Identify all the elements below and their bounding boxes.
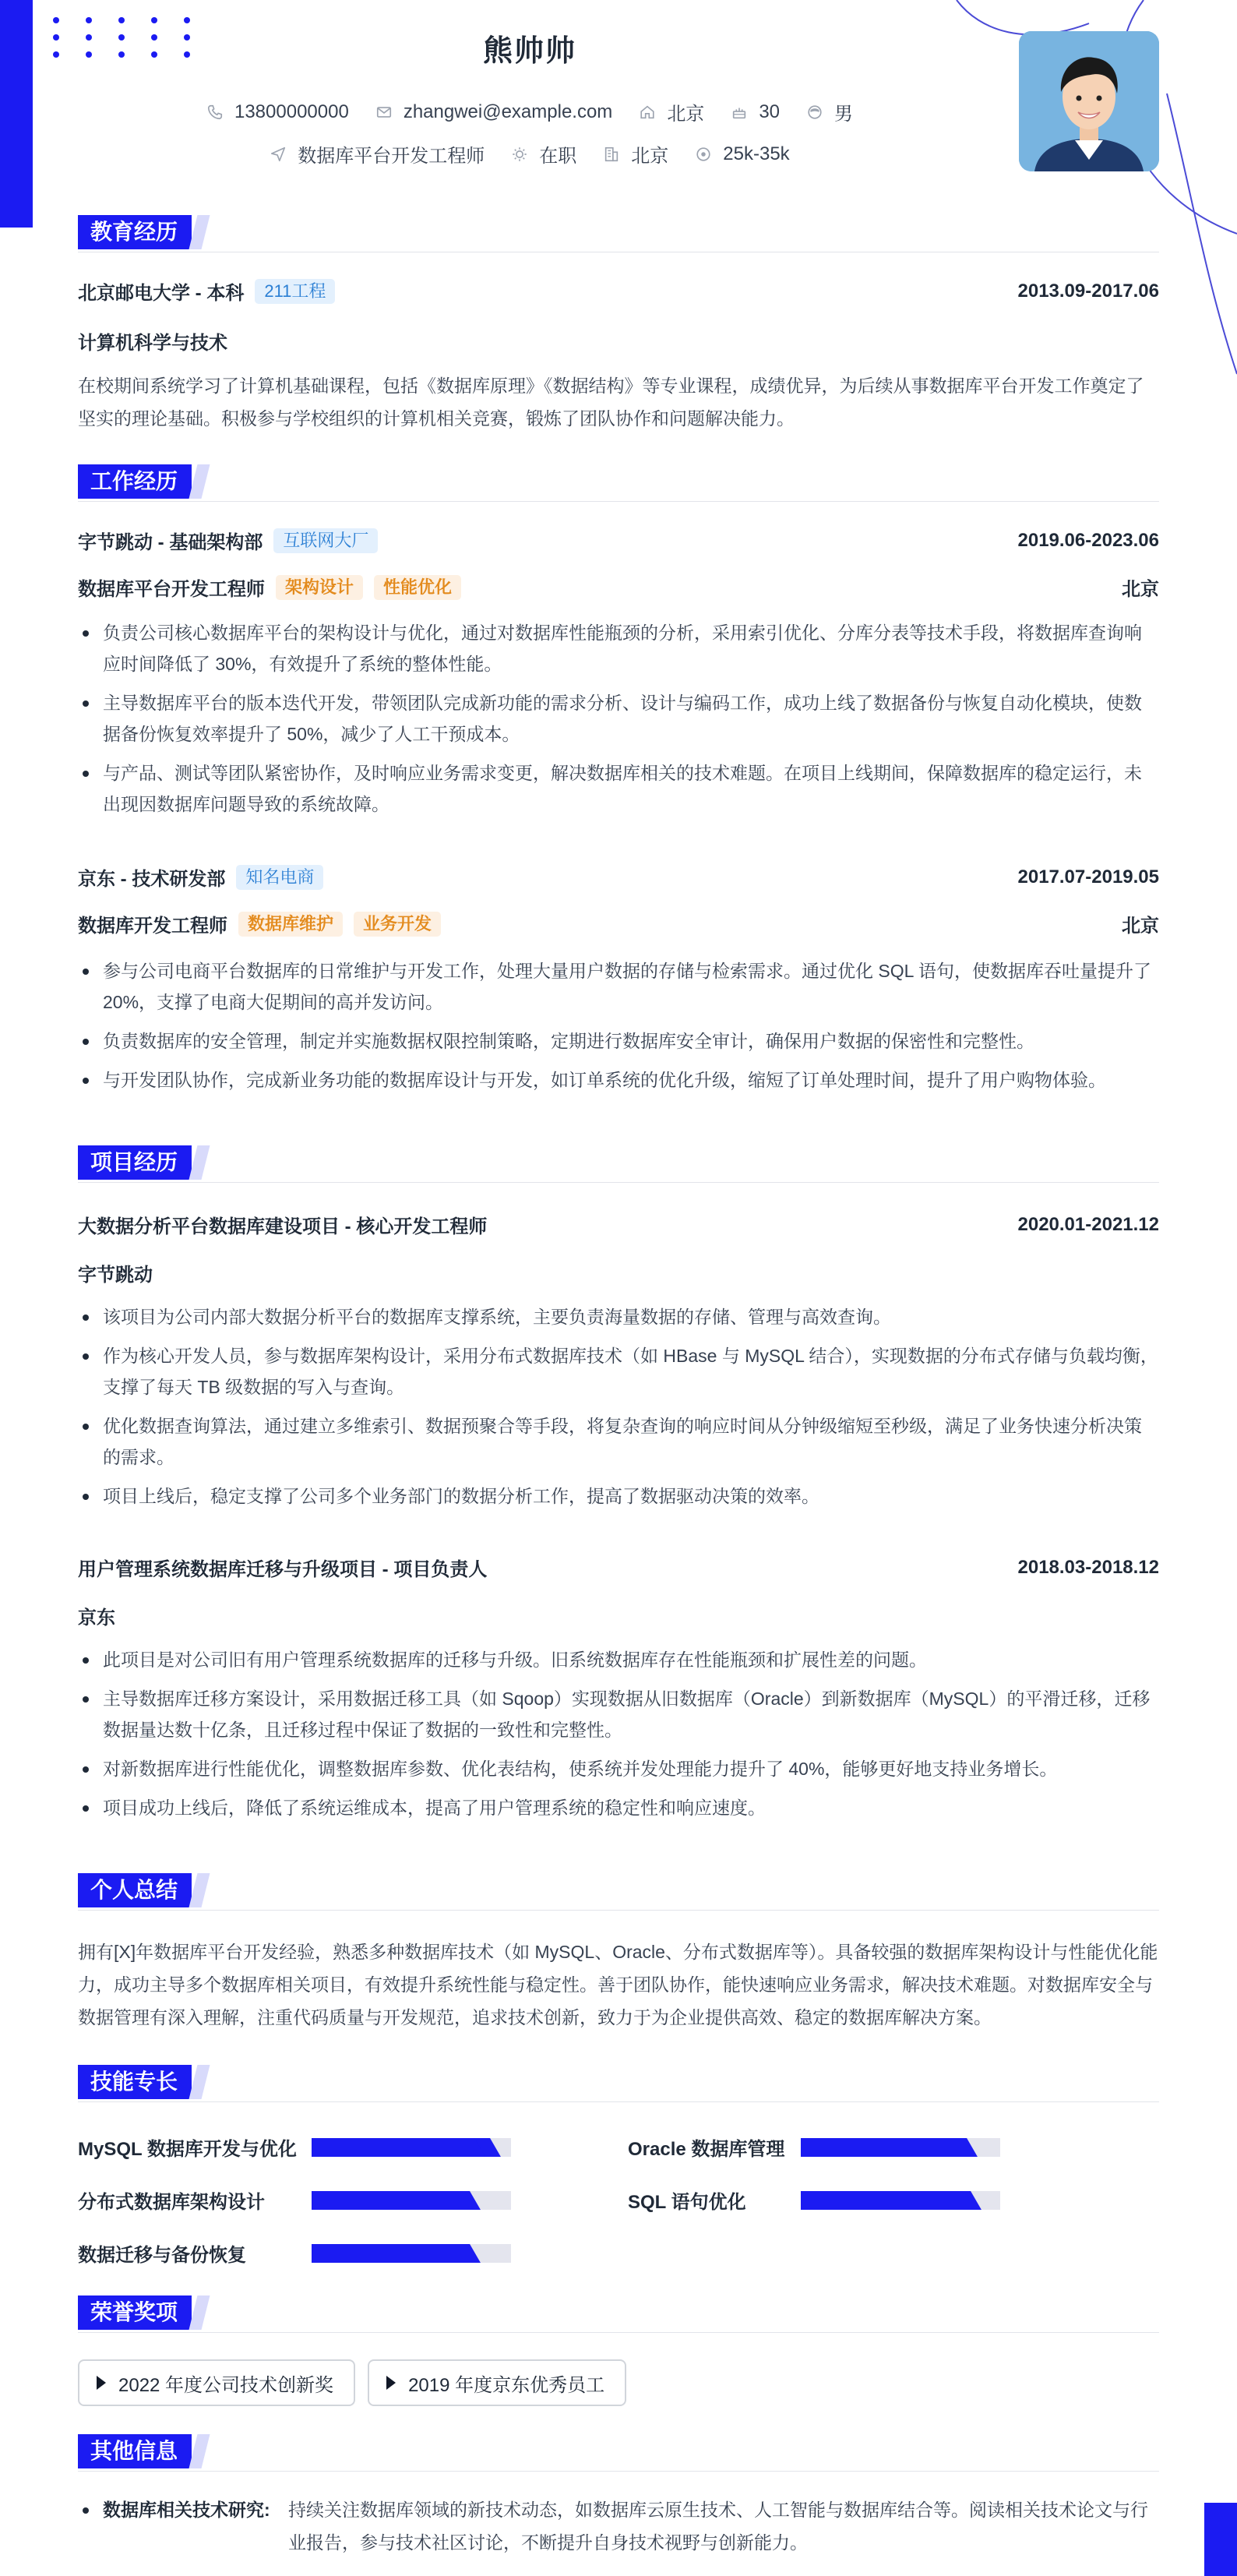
job-status-text: 在职 [539, 146, 577, 167]
title-tail-decoration [189, 1145, 210, 1180]
project-header-row [78, 1211, 1159, 1238]
education-row [78, 277, 1159, 305]
company-tag: 互联网大厂 [273, 528, 378, 553]
skill-name: MySQL 数据库开发与优化 [78, 2139, 297, 2160]
other-info-value: 持续关注数据库领域的新技术动态，如数据库云原生技术、人工智能与数据库结合等。阅读相关技术论文与行业报告，参与技术社区讨论，不断提升自身技术视野与创新能力。 [288, 2500, 1148, 2553]
status-icon [511, 146, 528, 163]
phone-icon [206, 104, 224, 121]
job-header-row [78, 527, 1159, 554]
building-icon [603, 146, 620, 163]
list-item: 该项目为公司内部大数据分析平台的数据库支撑系统，主要负责海量数据的存储、管理与高效查询。 [78, 1301, 1159, 1332]
list-item: 对新数据库进行性能优化，调整数据库参数、优化表结构，使系统并发处理能力提升了 40%，能够更好地支持业务增长。 [78, 1753, 1159, 1784]
title-tail-decoration [189, 2295, 210, 2330]
skill-bar [801, 2191, 1000, 2210]
skill-name: Oracle 数据库管理 [628, 2139, 785, 2160]
target-city-text: 北京 [631, 146, 669, 167]
skill-bar-fill [801, 2191, 968, 2210]
email-text: zhangwei@example.com [403, 101, 613, 122]
section-divider [78, 2471, 1159, 2472]
salary-icon [695, 146, 712, 163]
candidate-name: 熊帅帅 [482, 35, 576, 68]
gender-text: 男 [834, 104, 854, 125]
job-city: 北京 [1122, 916, 1159, 937]
job-bullets [78, 617, 1159, 827]
project-name: 大数据分析平台数据库建设项目 - 核心开发工程师 [78, 1216, 488, 1237]
section-other [78, 2434, 1159, 2472]
right-accent-bar [1204, 2503, 1237, 2576]
role-tag: 性能优化 [374, 575, 461, 600]
section-projects-label: 项目经历 [78, 1145, 192, 1180]
phone-item [206, 101, 349, 123]
list-item: 负责数据库的安全管理，制定并实施数据权限控制策略，定期进行数据库安全审计，确保用户数据的保密性和完整性。 [78, 1025, 1159, 1057]
project-period: 2020.01-2021.12 [1017, 1213, 1159, 1235]
salary-text: 25k-35k [723, 143, 790, 164]
play-triangle-icon [386, 2376, 396, 2390]
skill-bar [312, 2191, 511, 2210]
skill-item [78, 2239, 511, 2267]
project-name: 用户管理系统数据库迁移与升级项目 - 项目负责人 [78, 1559, 488, 1580]
project-org: 京东 [78, 1607, 115, 1629]
target-role-item [270, 140, 485, 168]
skill-bar-fill [312, 2138, 488, 2157]
city-item [639, 98, 704, 125]
home-icon [639, 104, 656, 121]
phone-text: 13800000000 [234, 101, 349, 122]
list-item: 与产品、测试等团队紧密协作，及时响应业务需求变更，解决数据库相关的技术难题。在项目上线期间，保障数据库的稳定运行，未出现因数据库问题导致的系统故障。 [78, 757, 1159, 820]
school-tag: 211工程 [255, 279, 335, 304]
school-name: 北京邮电大学 - 本科 [78, 283, 245, 304]
skill-item [628, 2133, 1000, 2161]
project-bullets [78, 1644, 1159, 1831]
list-item: 负责公司核心数据库平台的架构设计与优化，通过对数据库性能瓶颈的分析，采用索引优化、分库分表等技术手段，将数据库查询响应时间降低了 30%，有效提升了系统的整体性能。 [78, 617, 1159, 679]
job-role: 数据库开发工程师 [78, 916, 227, 937]
job-period: 2019.06-2023.06 [1017, 529, 1159, 551]
skill-bar [312, 2244, 511, 2263]
project-org: 字节跳动 [78, 1265, 153, 1286]
gender-icon [806, 104, 823, 121]
city-text: 北京 [667, 104, 705, 125]
avatar-photo [1019, 31, 1159, 171]
job-period: 2017.07-2019.05 [1017, 866, 1159, 887]
title-tail-decoration [189, 215, 210, 249]
job-bullets [78, 955, 1159, 1103]
skill-bar-fill [801, 2138, 964, 2157]
award-text: 2022 年度公司技术创新奖 [118, 2374, 334, 2396]
summary-text: 拥有[X]年数据库平台开发经验，熟悉多种数据库技术（如 MySQL、Oracle、分布式数据库等）。具备较强的数据库架构设计与性能优化能力，成功主导多个数据库相关项目，有效提升系统性能与稳定性。善于团队协作，能快速响应业务需求，解决技术难题。对数据库安全与数据管理有深入理解，注重代码质量与开发规范，追求技术创新，致力于为企业提供高效、稳定的数据库解决方案。 [78, 1942, 1158, 2027]
contact-row [0, 98, 1059, 125]
send-icon [270, 146, 287, 163]
salary-item [695, 143, 789, 165]
target-role-text: 数据库平台开发工程师 [298, 146, 485, 167]
section-education [78, 215, 1159, 252]
skill-item [78, 2186, 511, 2214]
section-education-label: 教育经历 [78, 215, 192, 249]
list-item: 优化数据查询算法，通过建立多维索引、数据预聚合等手段，将复杂查询的响应时间从分钟级缩短至秒级，满足了业务快速分析决策的需求。 [78, 1410, 1159, 1473]
role-block [78, 573, 461, 601]
target-city-item [603, 140, 668, 168]
list-item: 项目成功上线后，降低了系统运维成本，提高了用户管理系统的稳定性和响应速度。 [78, 1792, 1159, 1823]
list-item: 主导数据库迁移方案设计，采用数据迁移工具（如 Sqoop）实现数据从旧数据库（Oracle）到新数据库（MySQL）的平滑迁移，迁移数据量达数十亿条，且迁移过程中保证了数据的一致性和完整性。 [78, 1683, 1159, 1745]
section-divider [78, 2101, 1159, 2102]
title-tail-decoration [189, 2065, 210, 2099]
section-divider [78, 501, 1159, 502]
mail-icon [375, 104, 393, 121]
job-city: 北京 [1122, 579, 1159, 600]
section-summary-label: 个人总结 [78, 1873, 192, 1907]
section-other-label: 其他信息 [78, 2434, 192, 2468]
job-intent-row [0, 140, 1059, 168]
project-bullets [78, 1301, 1159, 1519]
section-awards [78, 2295, 1159, 2333]
job-header-row [78, 863, 1159, 891]
title-tail-decoration [189, 2434, 210, 2468]
other-info-item [78, 2493, 1159, 2559]
section-skills-label: 技能专长 [78, 2065, 192, 2099]
list-item: 参与公司电商平台数据库的日常维护与开发工作，处理大量用户数据的存储与检索需求。通过优化 SQL 语句，使数据库吞吐量提升了 20%，支撑了电商大促期间的高并发访问。 [78, 955, 1159, 1018]
section-summary [78, 1873, 1159, 1911]
gender-item [806, 98, 853, 125]
role-tag: 架构设计 [276, 575, 363, 600]
email-item [375, 101, 613, 123]
skill-name: 分布式数据库架构设计 [78, 2192, 265, 2213]
section-awards-label: 荣誉奖项 [78, 2295, 192, 2330]
section-work [78, 464, 1159, 502]
bullet-dot [83, 2507, 89, 2514]
job-role-row [78, 573, 1159, 601]
list-item: 项目上线后，稳定支撑了公司多个业务部门的数据分析工作，提高了数据驱动决策的效率。 [78, 1480, 1159, 1512]
age-item [731, 101, 780, 123]
role-block [78, 910, 441, 937]
education-description: 在校期间系统学习了计算机基础课程，包括《数据库原理》《数据结构》等专业课程，成绩优异，为后续从事数据库平台开发工作奠定了坚实的理论基础。积极参与学校组织的计算机相关竞赛，锻炼了团队协作和问题解决能力。 [78, 376, 1144, 429]
job-role: 数据库平台开发工程师 [78, 579, 265, 600]
major: 计算机科学与技术 [78, 333, 227, 354]
company-name: 字节跳动 - 基础架构部 [78, 532, 263, 553]
age-icon [731, 104, 748, 121]
school-block [78, 277, 335, 305]
award-chip [78, 2359, 355, 2406]
award-text: 2019 年度京东优秀员工 [408, 2374, 605, 2396]
section-divider [78, 2332, 1159, 2333]
skill-bar [801, 2138, 1000, 2157]
section-projects [78, 1145, 1159, 1183]
awards-list [78, 2359, 639, 2406]
section-work-label: 工作经历 [78, 464, 192, 499]
skill-bar-fill [312, 2191, 467, 2210]
job-status-item [511, 140, 576, 168]
age-text: 30 [759, 101, 781, 122]
role-tag: 业务开发 [354, 912, 441, 937]
skill-bar [312, 2138, 511, 2157]
section-divider [78, 1182, 1159, 1183]
title-tail-decoration [189, 464, 210, 499]
play-triangle-icon [97, 2376, 106, 2390]
list-item: 此项目是对公司旧有用户管理系统数据库的迁移与升级。旧系统数据库存在性能瓶颈和扩展性差的问题。 [78, 1644, 1159, 1675]
education-period: 2013.09-2017.06 [1017, 280, 1159, 302]
skill-bar-fill [312, 2244, 467, 2263]
company-name: 京东 - 技术研发部 [78, 869, 226, 890]
title-tail-decoration [189, 1873, 210, 1907]
award-chip [368, 2359, 626, 2406]
section-divider [78, 1910, 1159, 1911]
list-item: 作为核心开发人员，参与数据库架构设计，采用分布式数据库技术（如 HBase 与 MySQL 结合），实现数据的分布式存储与负载均衡，支撑了每天 TB 级数据的写入与查询。 [78, 1340, 1159, 1403]
skill-item [78, 2133, 511, 2161]
company-block [78, 863, 323, 891]
role-tag: 数据库维护 [238, 912, 343, 937]
skill-item [628, 2186, 1000, 2214]
skill-name: SQL 语句优化 [628, 2192, 746, 2213]
skill-name: 数据迁移与备份恢复 [78, 2245, 246, 2266]
section-skills [78, 2065, 1159, 2102]
project-period: 2018.03-2018.12 [1017, 1556, 1159, 1578]
other-info-key: 数据库相关技术研究: [103, 2500, 270, 2520]
project-header-row [78, 1554, 1159, 1581]
company-block [78, 527, 378, 554]
job-role-row [78, 910, 1159, 937]
list-item: 主导数据库平台的版本迭代开发，带领团队完成新功能的需求分析、设计与编码工作，成功上线了数据备份与恢复自动化模块，使数据备份恢复效率提升了 50%，减少了人工干预成本。 [78, 687, 1159, 750]
list-item: 与开发团队协作，完成新业务功能的数据库设计与开发，如订单系统的优化升级，缩短了订单处理时间，提升了用户购物体验。 [78, 1064, 1159, 1096]
company-tag: 知名电商 [236, 865, 323, 890]
